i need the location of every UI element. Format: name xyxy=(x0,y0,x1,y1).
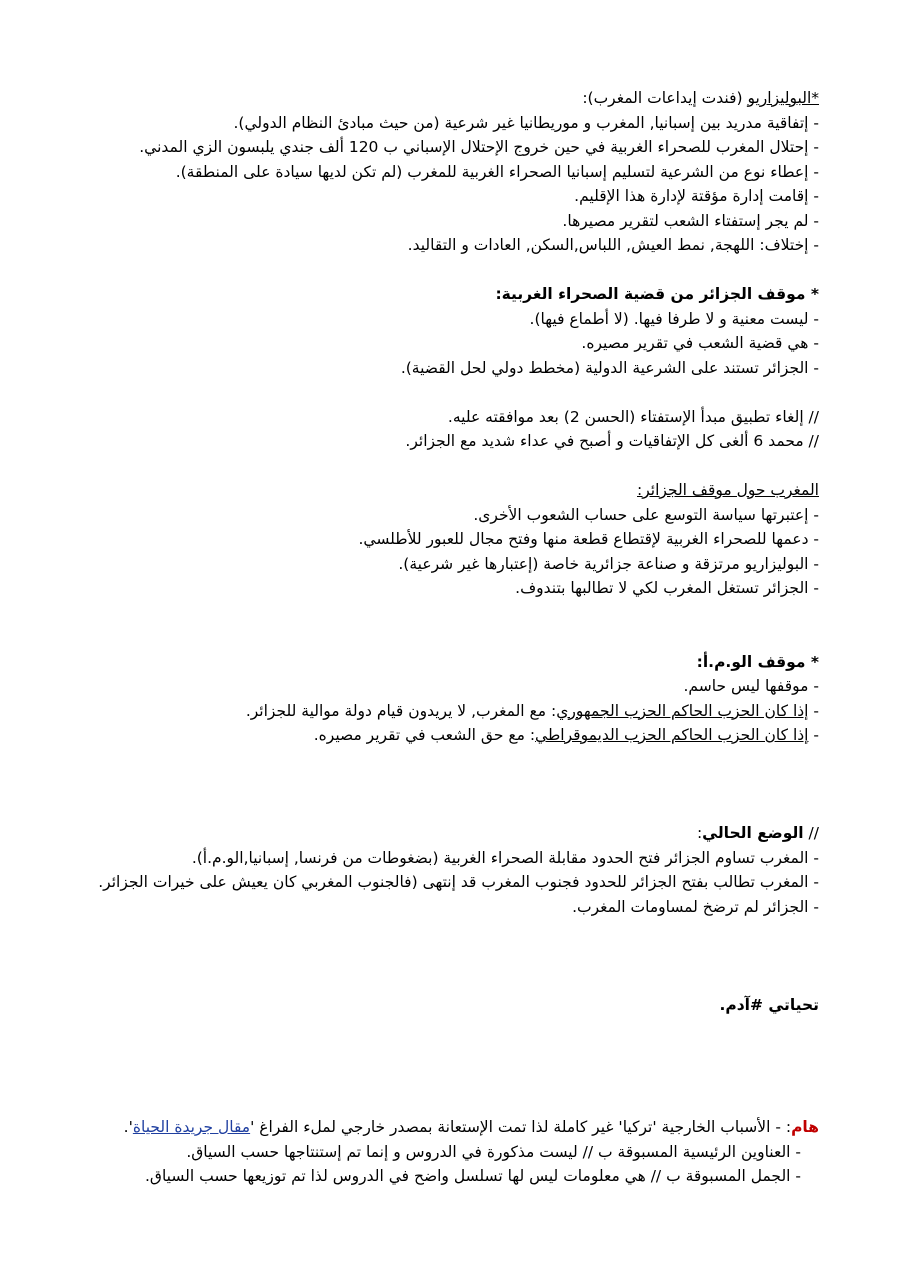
algeria-note: // إلغاء تطبيق مبدأ الإستفتاء (الحسن 2) بعد موافقته عليه. xyxy=(447,407,819,426)
current-heading-title: الوضع الحالي xyxy=(702,824,804,842)
morocco-item: - إعتبرتها سياسة التوسع على حساب الشعوب الأخرى. xyxy=(473,505,819,524)
current-item: - الجزائر لم ترضخ لمساومات المغرب. xyxy=(572,897,819,916)
spacer xyxy=(84,258,819,283)
polisario-heading xyxy=(84,86,819,111)
morocco-item: - الجزائر تستغل المغرب لكي لا تطالبها بتندوف. xyxy=(515,579,819,597)
algeria-note: // محمد 6 ألغى كل الإتفاقيات و أصبح في عداء شديد مع الجزائر. xyxy=(405,432,819,450)
usa-item: - موقفها ليس حاسم. xyxy=(683,677,819,695)
spacer xyxy=(84,454,819,479)
polisario-item: - إتفاقية مدريد بين إسبانيا, المغرب و موريطانيا غير شرعية (من حيث مبادئ النظام الدولي). xyxy=(233,113,819,132)
current-heading xyxy=(84,821,819,846)
usa-item-republican xyxy=(84,699,819,724)
polisario-item: - لم يجر إستفتاء الشعب لتقرير مصيرها. xyxy=(562,211,819,230)
polisario-heading-main: *البوليزاريو xyxy=(747,89,819,107)
spacer xyxy=(84,380,819,405)
usa-heading: * موقف الو.م.أ: xyxy=(696,652,819,671)
polisario-item: - إعطاء نوع من الشرعية لتسليم إسبانيا الصحراء الغربية للمغرب (لم تكن لديها سيادة على المنطقة). xyxy=(175,162,819,181)
spacer xyxy=(84,748,819,822)
source-link[interactable]: مقال جريدة الحياة xyxy=(132,1118,251,1136)
morocco-heading: المغرب حول موقف الجزائر: xyxy=(637,481,819,499)
polisario-item: - إقامت إدارة مؤقتة لإدارة هذا الإقليم. xyxy=(574,187,819,205)
algeria-item: - الجزائر تستند على الشرعية الدولية (مخطط دولي لحل القضية). xyxy=(400,358,819,377)
republican-condition: إذا كان الحزب الحاكم الحزب الجمهوري xyxy=(556,701,809,720)
polisario-item: - إحتلال المغرب للصحراء الغربية في حين خروج الإحتلال الإسباني ب 120 ألف جندي يلبسون الزي المدني. xyxy=(139,138,819,156)
list-dash: - xyxy=(808,726,819,744)
note-marker: // xyxy=(803,824,819,842)
spacer xyxy=(84,1017,819,1091)
democrat-position: : مع حق الشعب في تقرير مصيره. xyxy=(313,726,536,744)
heading-colon: : xyxy=(696,824,703,842)
footer-note: - العناوين الرئيسية المسبوقة ب // ليست مذكورة في الدروس و إنما تم إستنتاجها حسب السياق. xyxy=(186,1142,801,1161)
usa-item-democrat xyxy=(84,723,819,748)
document-body xyxy=(84,86,819,1189)
morocco-item: - البوليزاريو مرتزقة و صناعة جزائرية خاصة (إعتبارها غير شرعية). xyxy=(398,554,819,573)
algeria-item: - ليست معنية و لا طرفا فيها. (لا أطماع فيها). xyxy=(529,309,819,328)
note1-end: '. xyxy=(123,1118,133,1136)
spacer xyxy=(84,601,819,650)
spacer xyxy=(84,919,819,993)
important-label: هام xyxy=(791,1118,819,1136)
algeria-heading: * موقف الجزائر من قضية الصحراء الغربية: xyxy=(495,285,819,303)
democrat-condition: إذا كان الحزب الحاكم الحزب الديموقراطي xyxy=(535,726,809,744)
greeting: تحياتي #آدم. xyxy=(719,995,819,1014)
list-dash: - xyxy=(808,701,819,720)
morocco-item: - دعمها للصحراء الغربية لإقتطاع قطعة منها وفتح مجال للعبور للأطلسي. xyxy=(358,530,819,548)
current-item: - المغرب تطالب بفتح الجزائر للحدود فجنوب المغرب قد إنتهى (فالجنوب المغربي كان يعيش على خيرات الجزائر. xyxy=(98,873,819,891)
footer-note: - الجمل المسبوقة ب // هي معلومات ليس لها تسلسل واضح في الدروس لذا تم توزيعها حسب السياق. xyxy=(144,1167,801,1185)
spacer xyxy=(84,1091,819,1116)
republican-position: : مع المغرب, لا يريدون قيام دولة موالية للجزائر. xyxy=(245,701,557,720)
algeria-item: - هي قضية الشعب في تقرير مصيره. xyxy=(581,334,819,352)
polisario-heading-rest: (فندت إيداعات المغرب): xyxy=(582,89,748,107)
current-item: - المغرب تساوم الجزائر فتح الحدود مقابلة الصحراء الغربية (بضغوطات من فرنسا, إسبانيا,الو.م.أ). xyxy=(191,848,819,867)
polisario-item: - إختلاف: اللهجة, نمط العيش, اللباس,السكن, العادات و التقاليد. xyxy=(407,236,819,254)
important-note xyxy=(84,1115,819,1140)
note1-text: : - الأسباب الخارجية 'تركيا' غير كاملة لذا تمت الإستعانة بمصدر خارجي لملء الفراغ ' xyxy=(250,1118,792,1136)
